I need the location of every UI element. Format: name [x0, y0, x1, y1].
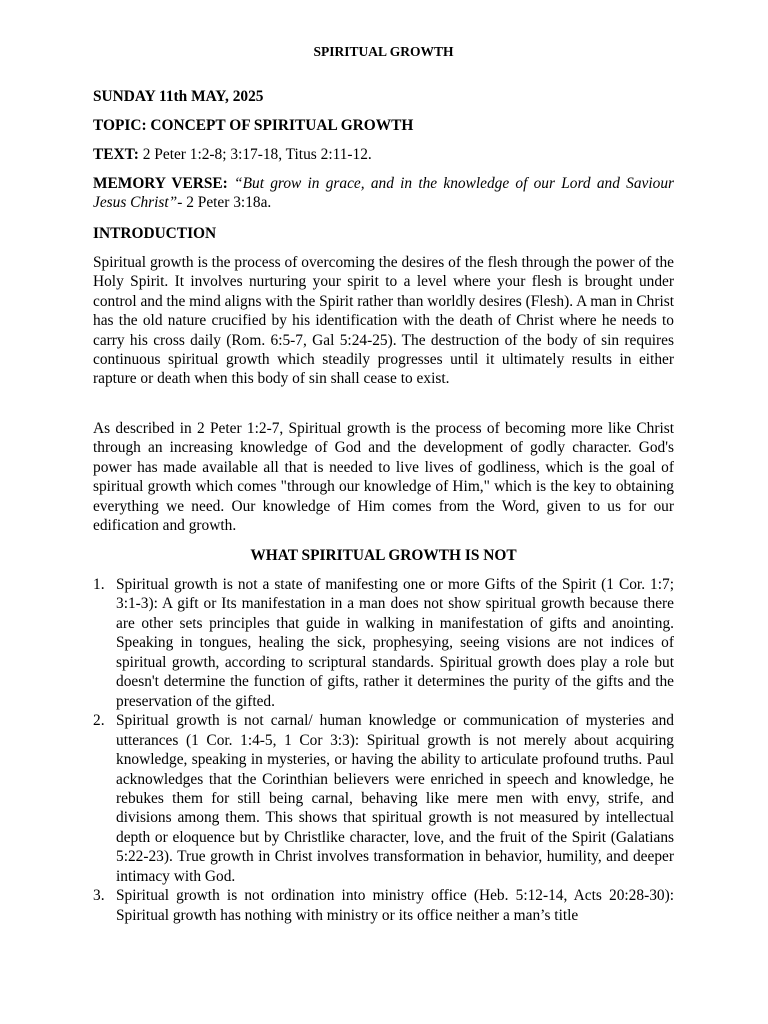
list-item: [93, 886, 674, 925]
document-title: SPIRITUAL GROWTH: [313, 44, 454, 59]
introduction-paragraph-1: Spiritual growth is the process of overcoming the desires of the flesh through the power of the Holy Spirit. It involves nurturing your spirit to a level where your flesh is brought under control and the mind aligns with the Spirit rather than worldly desires (Flesh). A man in Christ has the old nature crucified by his identification with the death of Christ where he needs to carry his cross daily (Rom. 6:5-7, Gal 5:24-25). The destruction of the body of sin requires continuous spiritual growth which steadily progresses until it ultimately results in either rapture or death when this body of sin shall cease to exist.: [93, 254, 674, 388]
memory-verse: [93, 174, 674, 213]
topic-line: TOPIC: CONCEPT OF SPIRITUAL GROWTH: [93, 117, 414, 134]
introduction-heading: INTRODUCTION: [93, 225, 217, 242]
text-value: 2 Peter 1:2-8; 3:17-18, Titus 2:11-12.: [138, 146, 372, 163]
list-item-text: Spiritual growth is not ordination into ministry office (Heb. 5:12-14, Acts 20:28-30): Spiritual growth has nothing with ministry or its office neither a man’s title: [116, 887, 674, 924]
list-item-number: 3.: [93, 887, 105, 905]
list-item-number: 1.: [93, 576, 105, 593]
memory-verse-label: MEMORY VERSE:: [93, 175, 228, 192]
list-item-text: Spiritual growth is not carnal/ human knowledge or communication of mysteries and utterances (1 Cor. 1:4-5, 1 Cor 3:3): Spiritual growth is not merely about acquiring knowledge, speaking in mysteries, or having the ability to articulate profound truths. Paul acknowledges that the Corinthian believers were enriched in speech and knowledge, he rebukes them for still being carnal, behaving like mere men with envy, strife, and divisions among them. This shows that spiritual growth is not measured by intellectual depth or eloquence but by Christlike character, love, and the fruit of the Spirit (Galatians 5:22-23). True growth in Christ involves transformation in behavior, humility, and deeper intimacy with God.: [116, 712, 674, 885]
not-spiritual-growth-list: [93, 575, 674, 925]
list-item-number: 2.: [93, 712, 105, 730]
text-line: [93, 145, 674, 164]
section-heading: WHAT SPIRITUAL GROWTH IS NOT: [250, 547, 517, 564]
list-item-text: Spiritual growth is not a state of manifesting one or more Gifts of the Spirit (1 Cor. 1:7; 3:1-3): A gift or Its manifestation in a man does not show spiritual growth because there are other sets principles that guide in walking in manifestation of gifts and anointing. Speaking in tongues, healing the sick, prophesying, seeing visions are not indices of spiritual growth, according to scriptural standards. Spiritual growth does play a role but doesn't determine the function of gifts, rather it determines the purity of the gifts and the preservation of the gifted.: [116, 576, 674, 710]
service-date: SUNDAY 11th MAY, 2025: [93, 88, 264, 105]
memory-verse-quote: “But grow in grace, and in the knowledge of our Lord and Saviour Jesus Christ”: [93, 175, 675, 212]
text-label: TEXT:: [93, 146, 139, 163]
memory-verse-reference: - 2 Peter 3:18a.: [177, 194, 272, 212]
list-item: [93, 575, 674, 711]
list-item: [93, 711, 674, 886]
introduction-paragraph-2: As described in 2 Peter 1:2-7, Spiritual growth is the process of becoming more like Christ through an increasing knowledge of God and the development of godly character. God's power has made available all that is needed to live lives of godliness, which is the goal of spiritual growth which comes "through our knowledge of Him," which is the key to obtaining everything we need. Our knowledge of Him comes from the Word, given to us for our edification and growth.: [93, 420, 674, 535]
